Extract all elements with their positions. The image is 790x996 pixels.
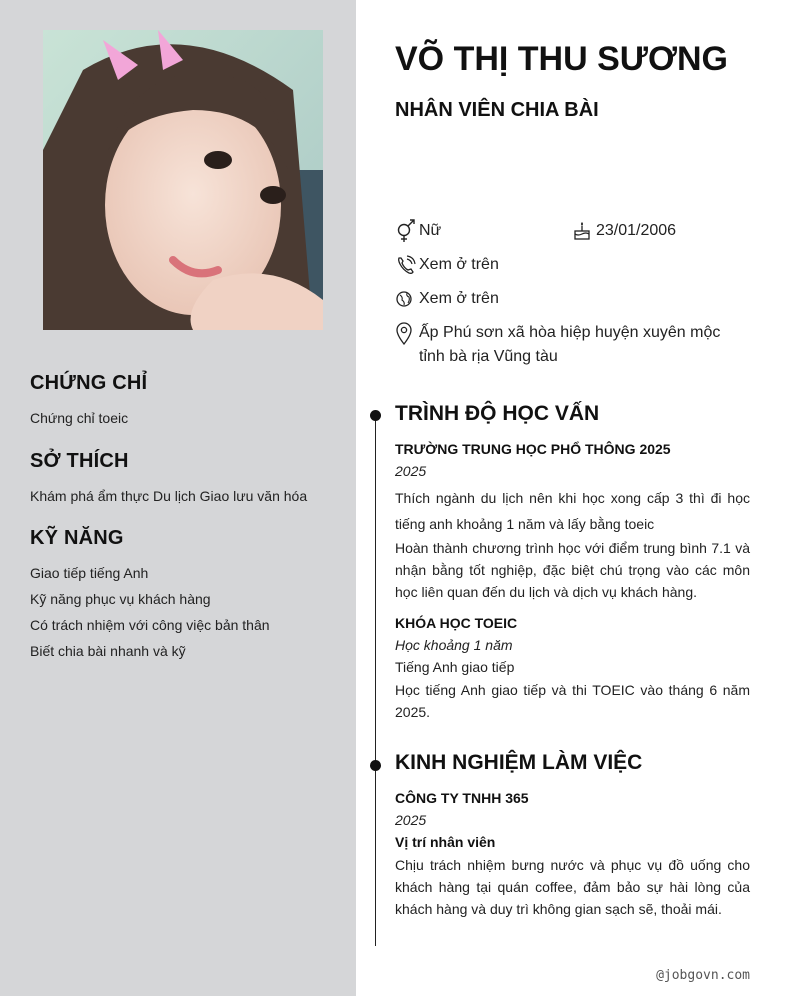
timeline-dot — [370, 760, 381, 771]
job-role: Vị trí nhân viên — [395, 834, 496, 850]
job-position: NHÂN VIÊN CHIA BÀI — [395, 99, 599, 121]
address-row — [395, 321, 750, 369]
certificates-section — [30, 372, 340, 431]
course-description: Học tiếng Anh giao tiếp và thi TOEIC vào tháng 6 năm 2025. — [395, 682, 750, 720]
company-name: CÔNG TY TNHH 365 — [395, 790, 529, 806]
experience-description: Chịu trách nhiệm bưng nước và phục vụ đồ uống cho khách hàng tại quán coffee, đảm bảo sự hài lòng của khách hàng và duy trì không gian sạch sẽ, thoải mái. — [395, 857, 750, 917]
phone-value: Xem ở trên — [419, 256, 499, 273]
footer-watermark: @jobgovn.com — [656, 968, 750, 983]
education-heading: TRÌNH ĐỘ HỌC VẤN — [395, 402, 600, 425]
gender-value: Nữ — [419, 222, 442, 239]
experience-heading: KINH NGHIỆM LÀM VIỆC — [395, 751, 643, 774]
timeline-line — [375, 412, 376, 946]
education-year: 2025 — [395, 463, 427, 479]
certificate-item: Chứng chỉ toeic — [30, 410, 129, 426]
birthday-cake-icon — [572, 219, 594, 241]
education-entry — [395, 441, 750, 603]
hobby-item: Khám phá ẩm thực Du lịch Giao lưu văn hóa — [30, 488, 308, 504]
phone-row — [395, 253, 499, 277]
gender-row — [395, 219, 441, 243]
education-description: Thích ngành du lịch nên khi học xong cấp 3 thì đi học tiếng anh khoảng 1 năm và lấy bằng toeic — [395, 490, 750, 532]
skills-heading: KỸ NĂNG — [30, 527, 124, 549]
website-row — [395, 287, 499, 311]
timeline-dot — [370, 410, 381, 421]
skill-item: Giao tiếp tiếng Anh — [30, 565, 149, 581]
website-value: Xem ở trên — [419, 290, 499, 307]
dob-row — [572, 219, 676, 243]
hobbies-heading: SỞ THÍCH — [30, 450, 129, 472]
hobbies-section — [30, 450, 340, 509]
dob-value: 23/01/2006 — [596, 222, 677, 239]
skill-item: Có trách nhiệm với công việc bản thân — [30, 617, 270, 633]
gender-icon — [395, 219, 417, 241]
address-value: Ấp Phú sơn xã hòa hiệp huyện xuyên mộc tỉnh bà rịa Vũng tàu — [419, 324, 721, 365]
certificates-heading: CHỨNG CHỈ — [30, 372, 148, 394]
course-duration: Học khoảng 1 năm — [395, 637, 513, 653]
profile-photo — [43, 30, 323, 330]
skill-item: Kỹ năng phục vụ khách hàng — [30, 591, 211, 607]
education-entry — [395, 615, 750, 723]
skill-item: Biết chia bài nhanh và kỹ — [30, 643, 186, 659]
course-major: Tiếng Anh giao tiếp — [395, 659, 515, 675]
location-pin-icon — [395, 321, 417, 343]
phone-icon — [395, 253, 417, 275]
experience-entry — [395, 790, 750, 920]
skills-section — [30, 527, 340, 664]
candidate-name: VÕ THỊ THU SƯƠNG — [395, 40, 728, 78]
school-name: TRƯỜNG TRUNG HỌC PHỔ THÔNG 2025 — [395, 441, 671, 457]
globe-icon — [395, 287, 417, 309]
education-description: Hoàn thành chương trình học với điểm trung bình 7.1 và nhận bằng tốt nghiệp, đặc biệt chú trọng vào các môn học liên quan đến du lịch và dịch vụ khách hàng. — [395, 540, 750, 600]
experience-year: 2025 — [395, 812, 427, 828]
course-name: KHÓA HỌC TOEIC — [395, 615, 518, 631]
